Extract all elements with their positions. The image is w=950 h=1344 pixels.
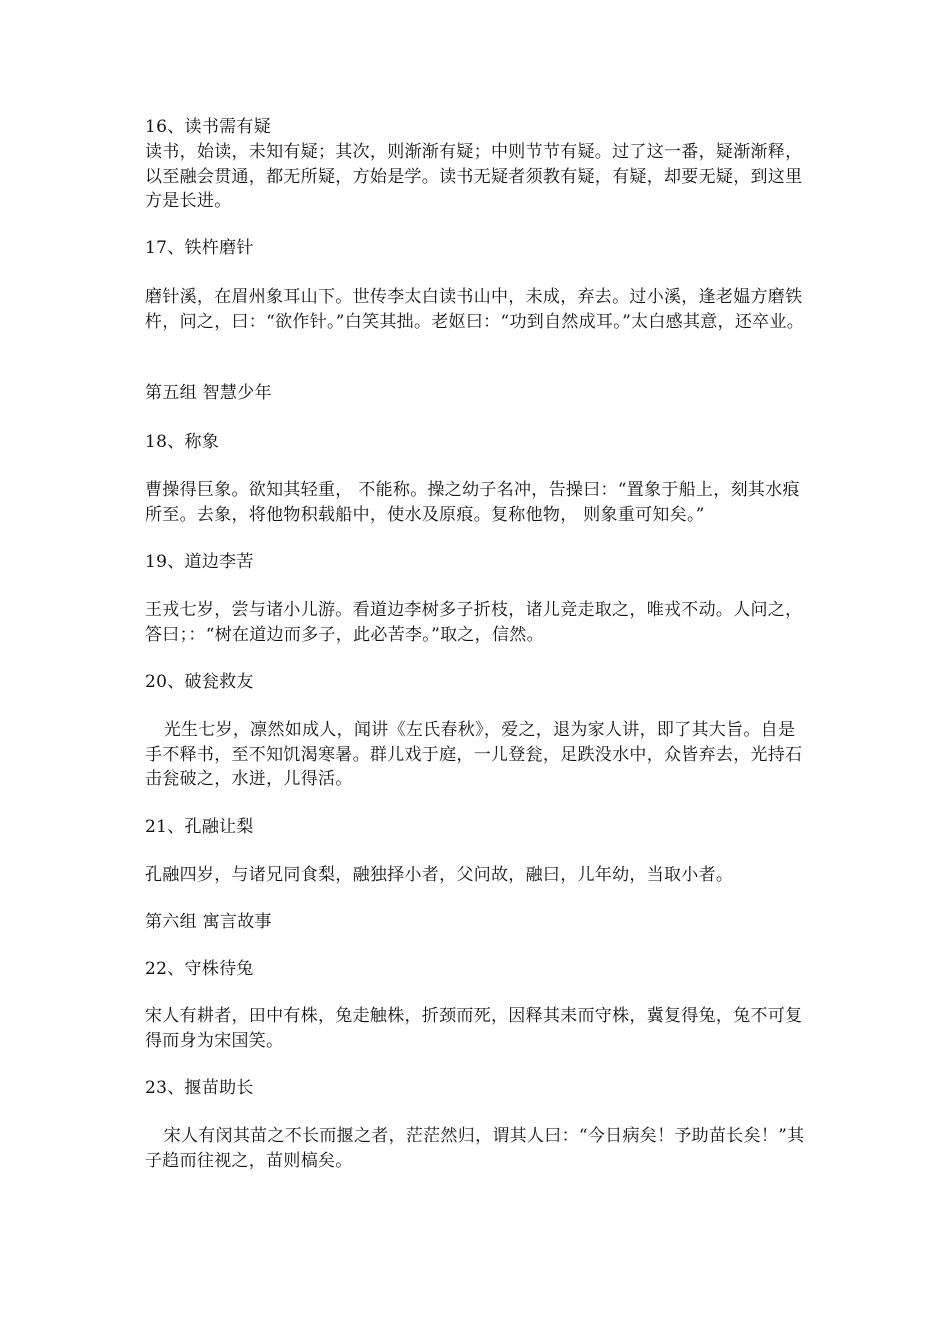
- heading-18: 18、称象: [145, 432, 220, 452]
- group-heading-6: 第六组 寓言故事: [145, 912, 272, 932]
- paragraph-22: 宋人有耕者，田中有株，兔走触株，折颈而死，因释其耒而守株，冀复得兔，兔不可复得而身为宋国笑。: [145, 1006, 803, 1051]
- heading-21: 21、孔融让梨: [145, 817, 254, 837]
- heading-17: 17、铁杵磨针: [145, 238, 254, 258]
- heading-16: 16、读书需有疑: [145, 117, 272, 137]
- paragraph-21: 孔融四岁，与诸兄同食梨，融独择小者，父问故，融曰，儿年幼，当取小者。: [145, 865, 734, 885]
- paragraph-23: 宋人有闵其苗之不长而揠之者，茫茫然归，谓其人曰：“今日病矣！予助苗长矣！”其子趋而往视之，苗则槁矣。: [145, 1126, 805, 1171]
- heading-22: 22、守株待兔: [145, 959, 254, 979]
- paragraph-17: 磨针溪，在眉州象耳山下。世传李太白读书山中，未成，弃去。过小溪，逢老媪方磨铁杵，问之，曰：“欲作针。”白笑其拙。老妪曰：“功到自然成耳。”太白感其意，还卒业。: [145, 287, 805, 332]
- group-heading-5: 第五组 智慧少年: [145, 383, 272, 403]
- heading-23: 23、揠苗助长: [145, 1078, 254, 1098]
- paragraph-16: 读书，始读，未知有疑；其次，则渐渐有疑；中则节节有疑。过了这一番，疑渐渐释，以至融会贯通，都无所疑，方始是学。读书无疑者须教有疑，有疑，却要无疑，到这里方是长进。: [145, 142, 803, 211]
- heading-20: 20、破瓮救友: [145, 672, 254, 692]
- heading-19: 19、道边李苦: [145, 552, 254, 572]
- paragraph-19: 王戎七岁，尝与诸小儿游。看道边李树多子折枝，诸儿竞走取之，唯戎不动。人问之，答曰；：“树在道边而多子，此必苦李。”取之，信然。: [145, 600, 803, 645]
- paragraph-18: 曹操得巨象。欲知其轻重， 不能称。操之幼子名冲，告操曰：“置象于船上，刻其水痕所至。去象，将他物积载船中，使水及原痕。复称他物， 则象重可知矣。”: [145, 480, 800, 525]
- paragraph-20: 光生七岁，凛然如成人，闻讲《左氏春秋》，爱之，退为家人讲，即了其大旨。自是手不释书，至不知饥渴寒暑。群儿戏于庭，一儿登瓮，足跌没水中，众皆弃去，光持石击瓮破之，水迸，儿得活。: [145, 720, 803, 789]
